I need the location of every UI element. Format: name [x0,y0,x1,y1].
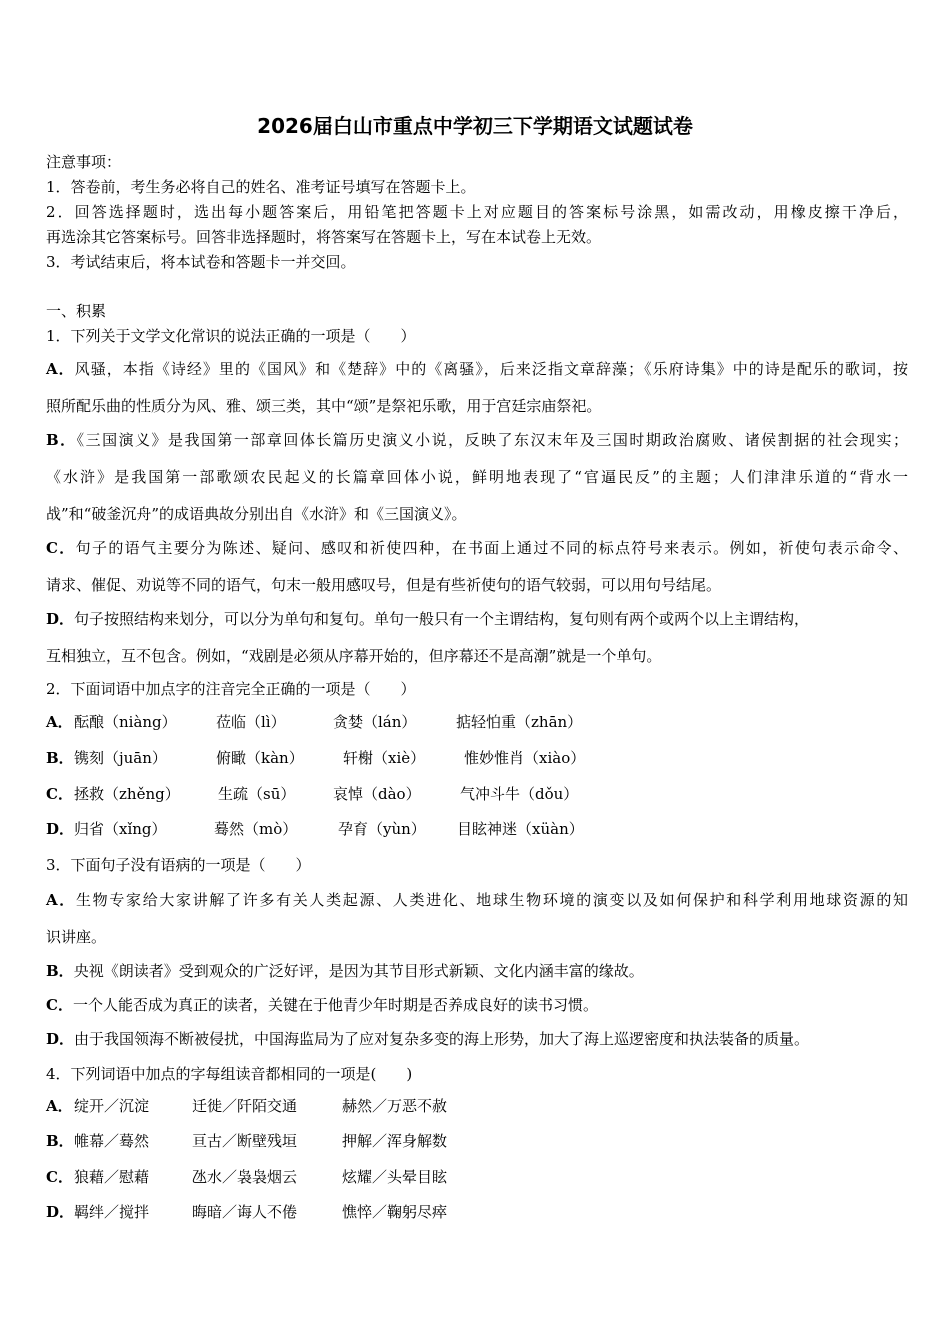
option-label: B． [46,962,74,980]
option-word: 迁徙／阡陌交通 [192,1097,298,1115]
option-word: 归省（xǐng） [74,820,167,838]
question-2-stem: 2．下面词语中加点字的注音完全正确的一项是（ ） [46,680,416,698]
option-label: D． [46,1203,75,1221]
option-label: C． [46,1168,73,1186]
question-1-option-a-cont: 照所配乐曲的性质分为风、雅、颂三类，其中“颂”是祭祀乐歌，用于宫廷宗庙祭祀。 [46,397,602,415]
option-label: A． [46,360,75,378]
option-label: A． [46,1097,73,1115]
option-label: B． [46,749,74,767]
option-word: 气冲斗牛（dǒu） [460,785,579,803]
question-1-option-b-cont: 战”和“破釜沉舟”的成语典故分别出自《水浒》和《三国演义》。 [46,505,467,523]
option-label: B． [46,1132,74,1150]
option-word: 惟妙惟肖（xiào） [464,749,586,767]
option-label: D． [46,820,75,838]
option-word: 目眩神迷（xüàn） [457,820,584,838]
option-label: C． [46,785,73,803]
question-3-stem: 3．下面句子没有语病的一项是（ ） [46,856,311,874]
question-1-option-a: A．风骚，本指《诗经》里的《国风》和《楚辞》中的《离骚》，后来泛指文章辞藻；《乐府诗集》中的诗是配乐的歌词，按 [46,360,909,378]
question-1-option-c-cont: 请求、催促、劝说等不同的语气，句末一般用感叹号，但是有些祈使句的语气较弱，可以用句号结尾。 [46,576,722,594]
option-word: 俯瞰（kàn） [216,749,304,767]
notice-item: 2．回答选择题时，选出每小题答案后，用铅笔把答题卡上对应题目的答案标号涂黑，如需改动，用橡皮擦干净后， [46,203,908,221]
option-word: 赫然／万恶不赦 [342,1097,448,1115]
option-label: C． [46,539,76,557]
option-label: B． [46,431,77,449]
question-1-option-b-cont: 《水浒》是我国第一部歌颂农民起义的长篇章回体小说，鲜明地表现了“官逼民反”的主题；人们津津乐道的“背水一 [46,468,908,486]
option-word: 亘古／断壁残垣 [192,1132,298,1150]
option-word: 押解／浑身解数 [342,1132,448,1150]
option-word: 炫耀／头晕目眩 [342,1168,448,1186]
option-word: 生疏（sū） [218,785,296,803]
notice-item: 再选涂其它答案标号。回答非选择题时，将答案写在答题卡上，写在本试卷上无效。 [46,228,602,246]
notice-heading: 注意事项： [46,153,122,171]
option-word: 镌刻（juān） [74,749,167,767]
notice-item: 3．考试结束后，将本试卷和答题卡一并交回。 [46,253,356,271]
question-3-option-c: C．一个人能否成为真正的读者，关键在于他青少年时期是否养成良好的读书习惯。 [46,996,598,1014]
question-1-option-c: C．句子的语气主要分为陈述、疑问、感叹和祈使四种，在书面上通过不同的标点符号来表示。例如，祈使句表示命令、 [46,539,908,557]
option-word: 帷幕／蓦然 [74,1132,150,1150]
option-word: 酝酿（niàng） [74,713,177,731]
option-word: 拯救（zhěng） [74,785,180,803]
option-word: 氹水／袅袅烟云 [192,1168,298,1186]
option-label: A． [46,713,73,731]
notice-item: 1．答卷前，考生务必将自己的姓名、准考证号填写在答题卡上。 [46,178,476,196]
question-3-option-d: D．由于我国领海不断被侵扰，中国海监局为了应对复杂多变的海上形势，加大了海上巡逻密度和执法装备的质量。 [46,1030,810,1048]
option-word: 憔悴／鞠躬尽瘁 [342,1203,448,1221]
option-word: 蓦然（mò） [214,820,298,838]
option-word: 贪婪（lán） [333,713,417,731]
option-label: D． [46,1030,75,1048]
option-word: 莅临（lì） [216,713,286,731]
question-3-option-b: B．央视《朗读者》受到观众的广泛好评，是因为其节目形式新颖、文化内涵丰富的缘故。 [46,962,644,980]
question-1-option-d: D．句子按照结构来划分，可以分为单句和复句。单句一般只有一个主谓结构，复句则有两个或两个以上主谓结构， [46,610,810,628]
question-4-stem: 4．下列词语中加点的字每组读音都相同的一项是( ) [46,1065,413,1083]
question-1-stem: 1．下列关于文学文化常识的说法正确的一项是（ ） [46,327,416,345]
section-heading: 一、积累 [46,302,107,320]
option-label: C． [46,996,73,1014]
option-word: 哀悼（dào） [333,785,421,803]
question-3-option-a: A．生物专家给大家讲解了许多有关人类起源、人类进化、地球生物环境的演变以及如何保护和科学利用地球资源的知 [46,891,909,909]
option-word: 绽开／沉淀 [74,1097,150,1115]
option-label: A． [46,891,76,909]
option-word: 孕育（yùn） [338,820,426,838]
option-word: 狼藉／慰藉 [74,1168,150,1186]
exam-title: 2026届白山市重点中学初三下学期语文试题试卷 [257,114,693,138]
option-word: 轩榭（xiè） [343,749,426,767]
question-3-option-a-cont: 识讲座。 [46,928,107,946]
question-1-option-d-cont: 互相独立，互不包含。例如，“戏剧是必须从序幕开始的，但序幕还不是高潮”就是一个单句。 [46,647,662,665]
option-word: 晦暗／诲人不倦 [192,1203,298,1221]
option-label: D． [46,610,75,628]
option-word: 羁绊／搅拌 [74,1203,150,1221]
question-1-option-b: B．《三国演义》是我国第一部章回体长篇历史演义小说，反映了东汉末年及三国时期政治腐败、诸侯割据的社会现实； [46,431,908,449]
option-word: 掂轻怕重（zhān） [456,713,583,731]
